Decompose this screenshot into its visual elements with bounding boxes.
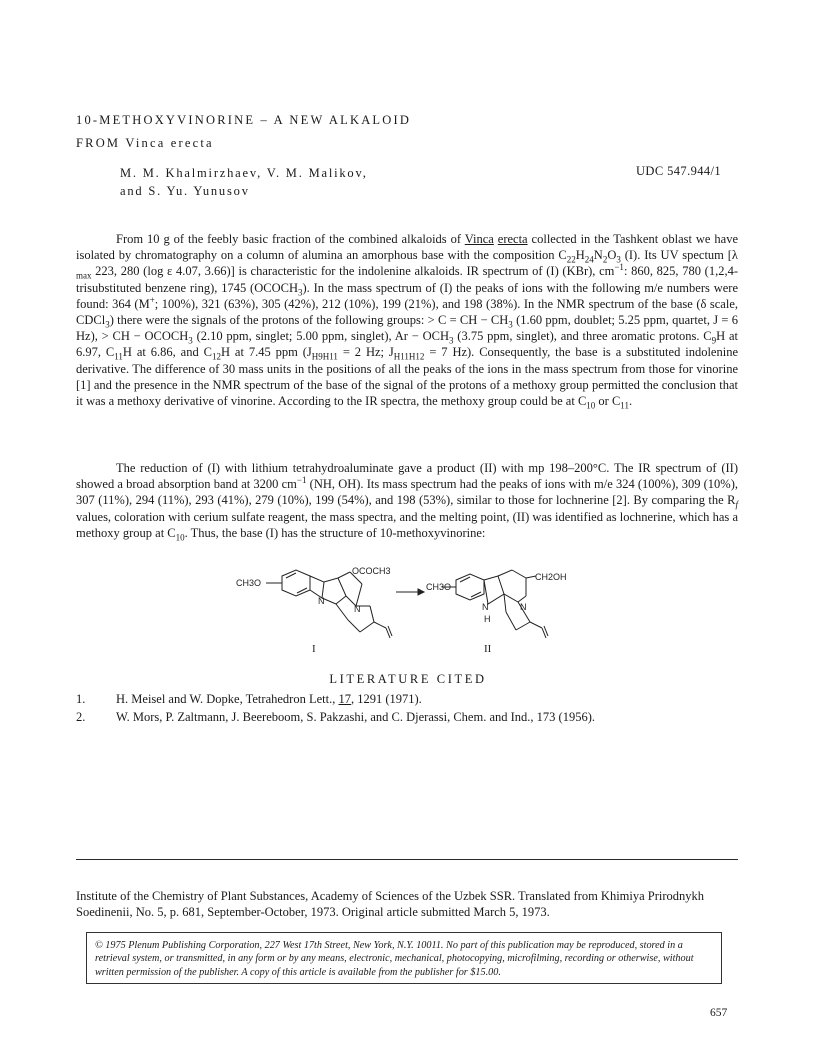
ococh3-label: OCOCH3 (352, 566, 391, 576)
reference-text: H. Meisel and W. Dopke, Tetrahedron Lett., (116, 692, 339, 706)
affiliation-note: Institute of the Chemistry of Plant Substances, Academy of Sciences of the Uzbek SSR. Translated from Khimiya Prirodnykh Soedinenii, No. 5, p. 681, September-October, 1973. Original article submitted March 5, 1973. (76, 889, 705, 919)
n-atom-ring-1: N (318, 596, 325, 606)
structure-compound-2 (442, 570, 548, 638)
ch2oh-label: CH2OH (535, 572, 567, 582)
reaction-scheme (230, 566, 570, 662)
udc-code: UDC 547.944/1 (636, 164, 722, 178)
reference-number: 1. (76, 692, 86, 706)
ch3o-label-1: CH3O (236, 578, 262, 588)
authors (120, 164, 368, 200)
ch3o-label-2: CH3O (426, 582, 452, 592)
article-title-line2 (76, 136, 214, 151)
article-title: 10-METHOXYVINORINE – A NEW ALKALOID (76, 113, 412, 127)
structure-compound-1 (266, 570, 392, 638)
n-atom-bridge-1: N (354, 604, 361, 614)
reaction-arrow (396, 589, 424, 595)
reference-text-end: , 1291 (1971). (350, 692, 422, 706)
body-paragraph-1: From 10 g of the feebly basic fraction of the combined alkaloids of Vinca erecta collected in the Tashkent oblast we have isolated by chromatography on a column of alumina an amorphous base with the composition $C_{22}H_{24}N_2O_3$ (I). Its UV spectum [λ $_{max}$ 223, 280 (log ε 4.07, 3.66)] is characteristic for the indolenine alkaloids. IR spectrum of (I) (KBr), $cm^{-1}$: 860, 825, 780 (1,2,4-trisubstituted benzene ring), 1745 $(OCOCH_3)$. In the mass spectrum of (I) the peaks of ions with the following m/e numbers were found: 364 (M+; 100%), 321 (63%), 305 (42%), 212 (10%), 199 (21%), and 198 (38%). In the NMR spectrum of the base (δ scale, CDCl$_3$) there were the signals of the protons of the following groups: > C = CH − $CH_3$ (1.60 ppm, doublet; 5.25 ppm, quartet, J = 6 Hz), > CH − $OCOCH_3$ (2.10 ppm, singlet; 5.00 ppm, singlet), $Ar - OCH_3$ (3.75 ppm, singlet), and three aromatic protons. $C_9H$ at 6.97, $C_{11}H$ at 6.86, and $C_{12}H$ at 7.45 ppm ($J_{H9H11} = 2$ Hz; $J_{H11H12} = 7$ Hz). Consequently, the base is a substituted indolenine derivative. The difference of 30 mass units in the positions of all the peaks of the ions in the mass spectrum from those for vinorine [1] and the presence in the NMR spectrum of the base of the signal of the protons of a methoxy group permitted the conclusion that it was a methoxy derivative of vinorine. According to the IR spectra, the methoxy group could be at $C_{10}$ or $C_{11}$. (76, 232, 738, 411)
nh-hydrogen: H (484, 614, 491, 624)
authors-line1: M. M. Khalmirzhaev, V. M. Malikov, (120, 166, 368, 180)
page-number: 657 (710, 1007, 728, 1019)
literature-heading: LITERATURE CITED (329, 672, 487, 686)
reference-number: 2. (76, 710, 86, 724)
body-paragraph-2: The reduction of (I) with lithium tetrahydroaluminate gave a product (II) with mp 198–200°C. The IR spectrum of (II) showed a broad absorption band at 3200 $cm^{-1}$ (NH, OH). Its mass spectrum had the peaks of ions with m/e 324 (100%), 309 (10%), 307 (11%), 294 (11%), 293 (41%), 279 (10%), 199 (54%), and 198 (53%), similar to those for lochnerine [2]. By comparing the $R_f$ values, coloration with cerium sulfate reagent, the mass spectra, and the melting point, (II) was identified as lochnerine, which has a methoxy group at $C_{10}$. Thus, the base (I) has the structure of 10-methoxyvinorine: (76, 461, 739, 543)
reference-text: W. Mors, P. Zaltmann, J. Beereboom, S. Pakzashi, and C. Djerassi, Chem. and Ind., 173 (1956). (116, 710, 595, 724)
reference-2 (76, 710, 595, 725)
n-atom-ring-2: N (482, 602, 489, 612)
authors-line2: and S. Yu. Yunusov (120, 184, 250, 198)
copyright-notice: © 1975 Plenum Publishing Corporation, 227 West 17th Street, New York, N.Y. 10011. No part of this publication may be reproduced, stored in a retrieval system, or transmitted, in any form or by any means, electronic, mechanical, photocopying, microfilming, recording or otherwise, without written permission of the publisher. A copy of this article is available from the publisher for $15.00. (86, 932, 722, 984)
compound-label-2: II (484, 643, 492, 655)
reference-1 (76, 692, 422, 707)
n-atom-bridge-2: N (520, 602, 527, 612)
footer-rule (76, 859, 738, 860)
title-species: Vinca erecta (125, 136, 214, 150)
title-from: FROM (76, 136, 126, 150)
reference-volume: 17 (338, 692, 351, 706)
compound-label-1: I (312, 643, 316, 655)
